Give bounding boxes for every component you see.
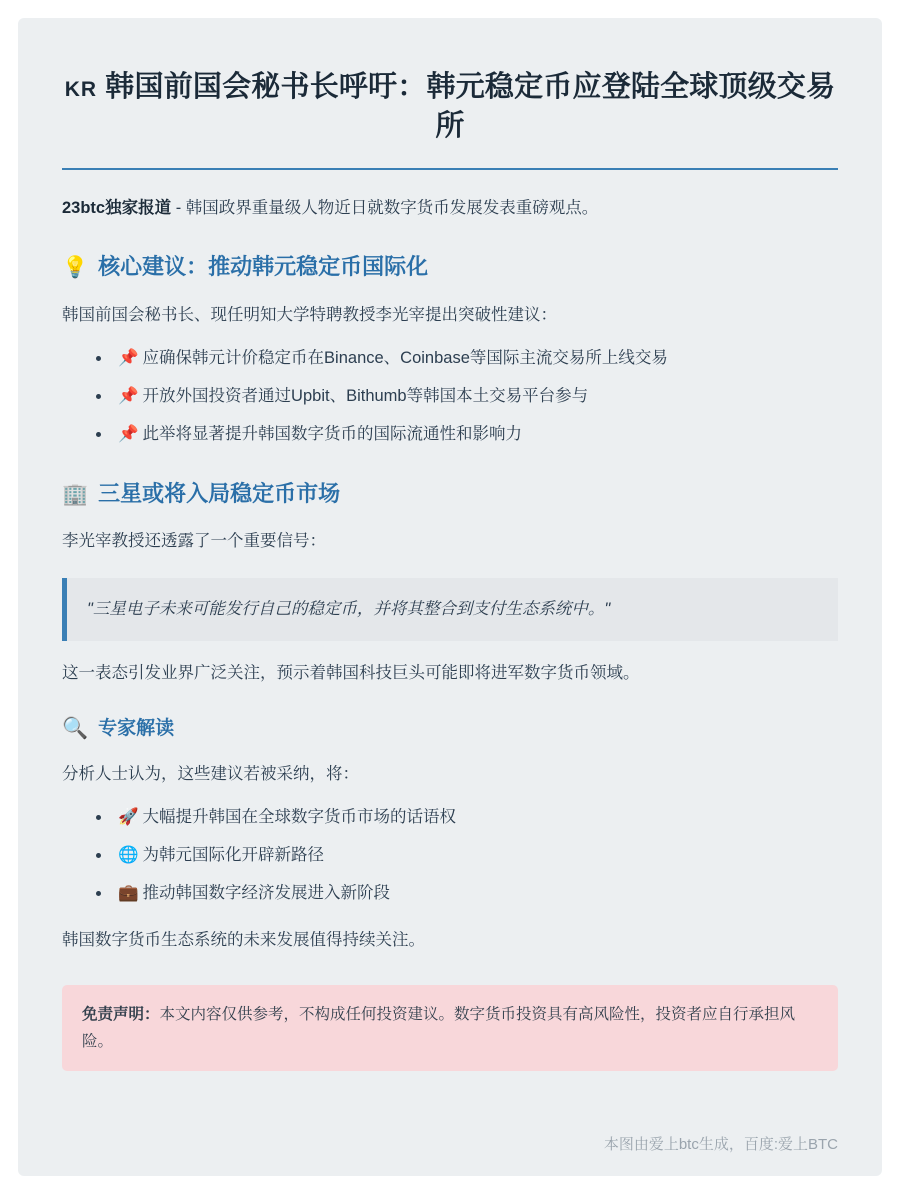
section-heading-3 [62,716,838,743]
disclaimer-text: 本文内容仅供参考，不构成任何投资建议。数字货币投资具有高风险性，投资者应自行承担风险。 [82,1005,796,1050]
lightbulb-icon: 💡 [62,256,89,280]
pull-quote: "三星电子未来可能发行自己的稳定币，并将其整合到支付生态系统中。" [62,578,838,640]
pushpin-icon: 📌 [118,424,139,443]
title-divider [62,168,838,170]
office-building-icon: 🏢 [62,482,89,506]
section-3-outro: 韩国数字货币生态系统的未来发展值得持续关注。 [62,930,425,949]
article-card [18,18,882,1176]
list-item-text: 大幅提升韩国在全球数字货币市场的话语权 [142,808,457,827]
title-text: 韩国前国会秘书长呼吁：韩元稳定币应登陆全球顶级交易所 [105,71,836,143]
list-item-text: 为韩元国际化开辟新路径 [142,845,325,864]
country-badge: KR [64,78,98,101]
list-item [112,420,838,449]
rocket-icon: 🚀 [118,808,139,827]
list-item-text: 推动韩国数字经济发展进入新阶段 [142,883,391,902]
lead-paragraph [62,194,838,222]
section-3-intro: 分析人士认为，这些建议若被采纳，将： [62,765,359,784]
section-2-outro: 这一表态引发业界广泛关注，预示着韩国科技巨头可能即将进军数字货币领域。 [62,663,640,682]
list-item [112,879,838,908]
section-1-list [62,344,838,449]
pushpin-icon: 📌 [118,349,139,367]
disclaimer-label: 免责声明： [82,1005,160,1023]
list-item [112,344,838,373]
list-item [112,803,838,832]
pushpin-icon: 📌 [118,386,139,405]
footer-credit: 本图由爱上btc生成，百度:爱上BTC [603,1136,838,1153]
lead-text: - 韩国政界重量级人物近日就数字货币发展发表重磅观点。 [171,199,599,218]
section-heading-2 [62,479,838,510]
section-3-list [62,803,838,908]
section-heading-3-text: 专家解读 [98,717,175,739]
globe-icon: 🌐 [118,845,139,864]
list-item [112,382,838,411]
section-heading-1-text: 核心建议：推动韩元稳定币国际化 [98,254,429,280]
briefcase-icon: 💼 [118,883,139,902]
disclaimer-box [62,985,838,1071]
list-item-text: 开放外国投资者通过Upbit、Bithumb等韩国本土交易平台参与 [142,386,589,405]
section-1-intro: 韩国前国会秘书长、现任明知大学特聘教授李光宰提出突破性建议： [62,306,557,325]
list-item-text: 应确保韩元计价稳定币在Binance、Coinbase等国际主流交易所上线交易 [142,349,668,367]
list-item [112,841,838,870]
section-2-intro: 李光宰教授还透露了一个重要信号： [62,532,326,551]
page-title [62,68,838,146]
lead-source: 23btc独家报道 [62,199,172,218]
magnifying-glass-icon: 🔍 [62,717,89,741]
list-item-text: 此举将显著提升韩国数字货币的国际流通性和影响力 [142,424,523,443]
section-heading-2-text: 三星或将入局稳定币市场 [98,480,341,506]
section-heading-1 [62,252,838,283]
